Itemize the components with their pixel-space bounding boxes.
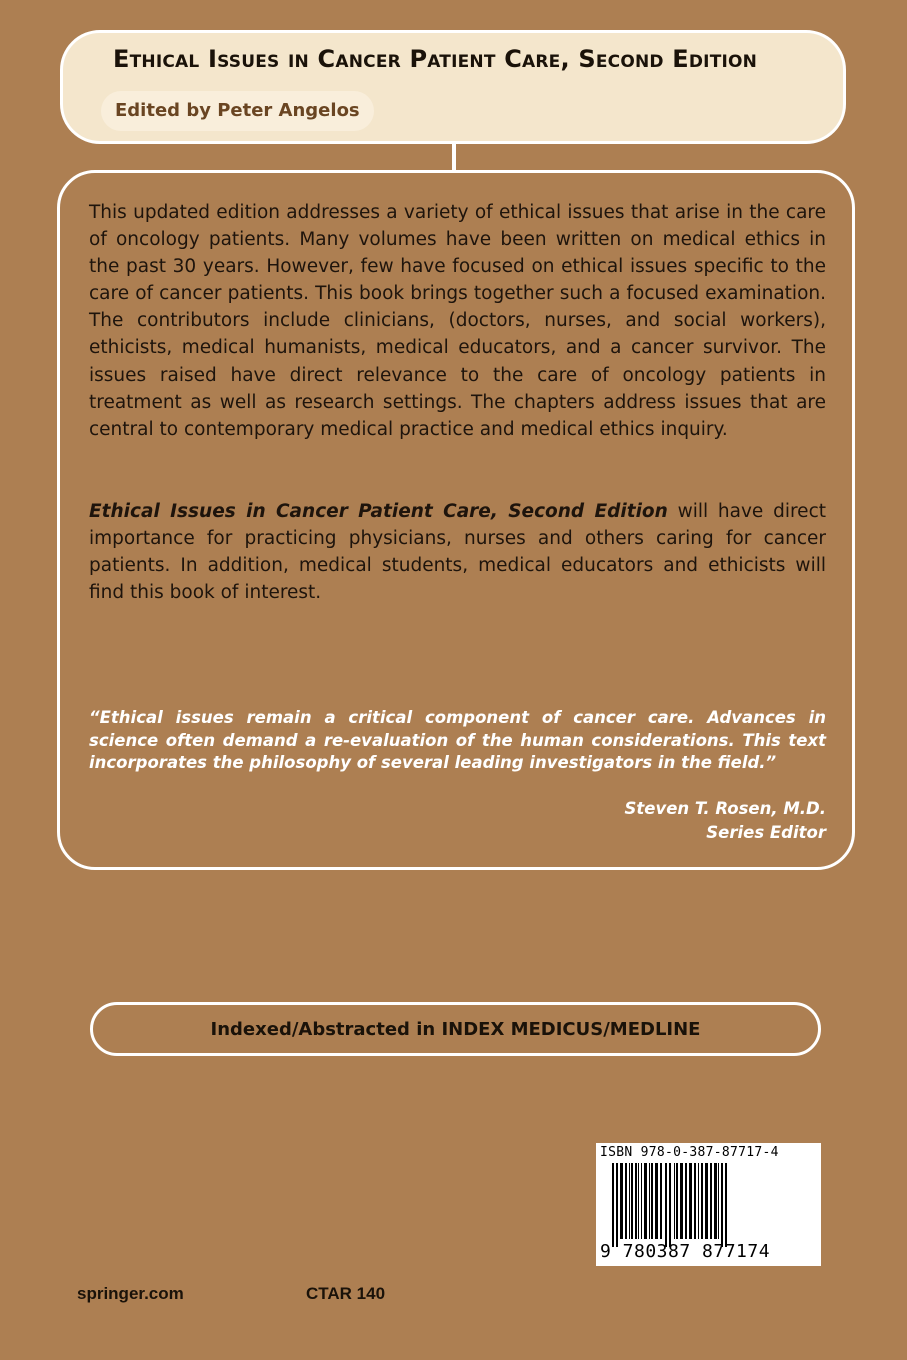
quote-attribution xyxy=(624,797,826,845)
isbn-barcode xyxy=(596,1143,821,1266)
publisher-website: springer.com xyxy=(77,1284,184,1303)
barcode-bar xyxy=(612,1163,614,1247)
editor-credit: Edited by Peter Angelos xyxy=(101,91,374,131)
barcode-bar xyxy=(616,1163,618,1247)
title-panel xyxy=(60,30,846,144)
audience-paragraph-text: will have direct importance for practicing physicians, nurses and others caring for cancer patients. In addition, medical students, medical educators and ethicists will find this book of interest. xyxy=(89,501,826,604)
barcode-bar xyxy=(629,1163,630,1239)
quote-author: Steven T. Rosen, M.D. xyxy=(624,799,826,818)
barcode-bar xyxy=(631,1163,633,1239)
barcode-bar xyxy=(676,1163,678,1239)
barcode-bar xyxy=(655,1163,658,1239)
barcode-bar xyxy=(674,1163,675,1239)
barcode-bar xyxy=(725,1163,727,1247)
barcode-bar xyxy=(635,1163,637,1239)
barcode-bar xyxy=(721,1163,723,1247)
barcode-bar xyxy=(701,1163,703,1239)
index-note-panel xyxy=(90,1002,821,1056)
barcode-bar xyxy=(651,1163,653,1239)
description-paragraph: This updated edition addresses a variety of ethical issues that arise in the care of oncology patients. Many volumes have been written on medical ethics in the past 30 years. However, few have focused on ethical issues specific to the care of cancer patients. This book brings together such a focused examination. The contributors include clinicians, (doctors, nurses, and social workers), ethicists, medical humanists, medical educators, and a cancer survivor. The issues raised have direct relevance to the care of oncology patients in treatment as well as research settings. The chapters address issues that are central to contemporary medical practice and medical ethics inquiry. xyxy=(89,202,826,440)
barcode-bar xyxy=(689,1163,692,1239)
barcode-bar xyxy=(641,1163,642,1239)
barcode-bar xyxy=(710,1163,712,1239)
barcode-bar xyxy=(665,1163,667,1247)
barcode-bar xyxy=(705,1163,708,1239)
barcode-bar xyxy=(694,1163,696,1239)
quote-author-role: Series Editor xyxy=(706,823,826,842)
barcode-bar xyxy=(714,1163,717,1239)
barcode-bar xyxy=(625,1163,627,1239)
barcode-bar xyxy=(644,1163,647,1239)
barcode-digits: 9 780387 877174 xyxy=(600,1241,771,1262)
barcode-bar xyxy=(680,1163,683,1239)
barcode-bar xyxy=(638,1163,639,1239)
audience-paragraph xyxy=(89,498,826,606)
index-note: Indexed/Abstracted in INDEX MEDICUS/MEDLINE xyxy=(210,1019,701,1040)
barcode-bar xyxy=(660,1163,662,1239)
barcode-bar xyxy=(718,1163,719,1239)
book-title: Ethical Issues in Cancer Patient Care, Second Edition xyxy=(113,45,758,73)
barcode-bar xyxy=(649,1163,650,1239)
barcode-bar xyxy=(685,1163,687,1239)
panel-connector xyxy=(452,144,456,172)
barcode-bar xyxy=(698,1163,699,1239)
isbn-label: ISBN 978-0-387-87717-4 xyxy=(600,1145,779,1160)
barcode-bar xyxy=(620,1163,623,1239)
endorsement-quote: “Ethical issues remain a critical component of cancer care. Advances in science often demand a re-evaluation of the human considerations. This text incorporates the philosophy of several leading investigators in the field.” xyxy=(89,708,826,772)
audience-paragraph-title: Ethical Issues in Cancer Patient Care, Second Edition xyxy=(89,501,668,522)
series-code: CTAR 140 xyxy=(306,1284,386,1303)
barcode-bar xyxy=(669,1163,671,1247)
